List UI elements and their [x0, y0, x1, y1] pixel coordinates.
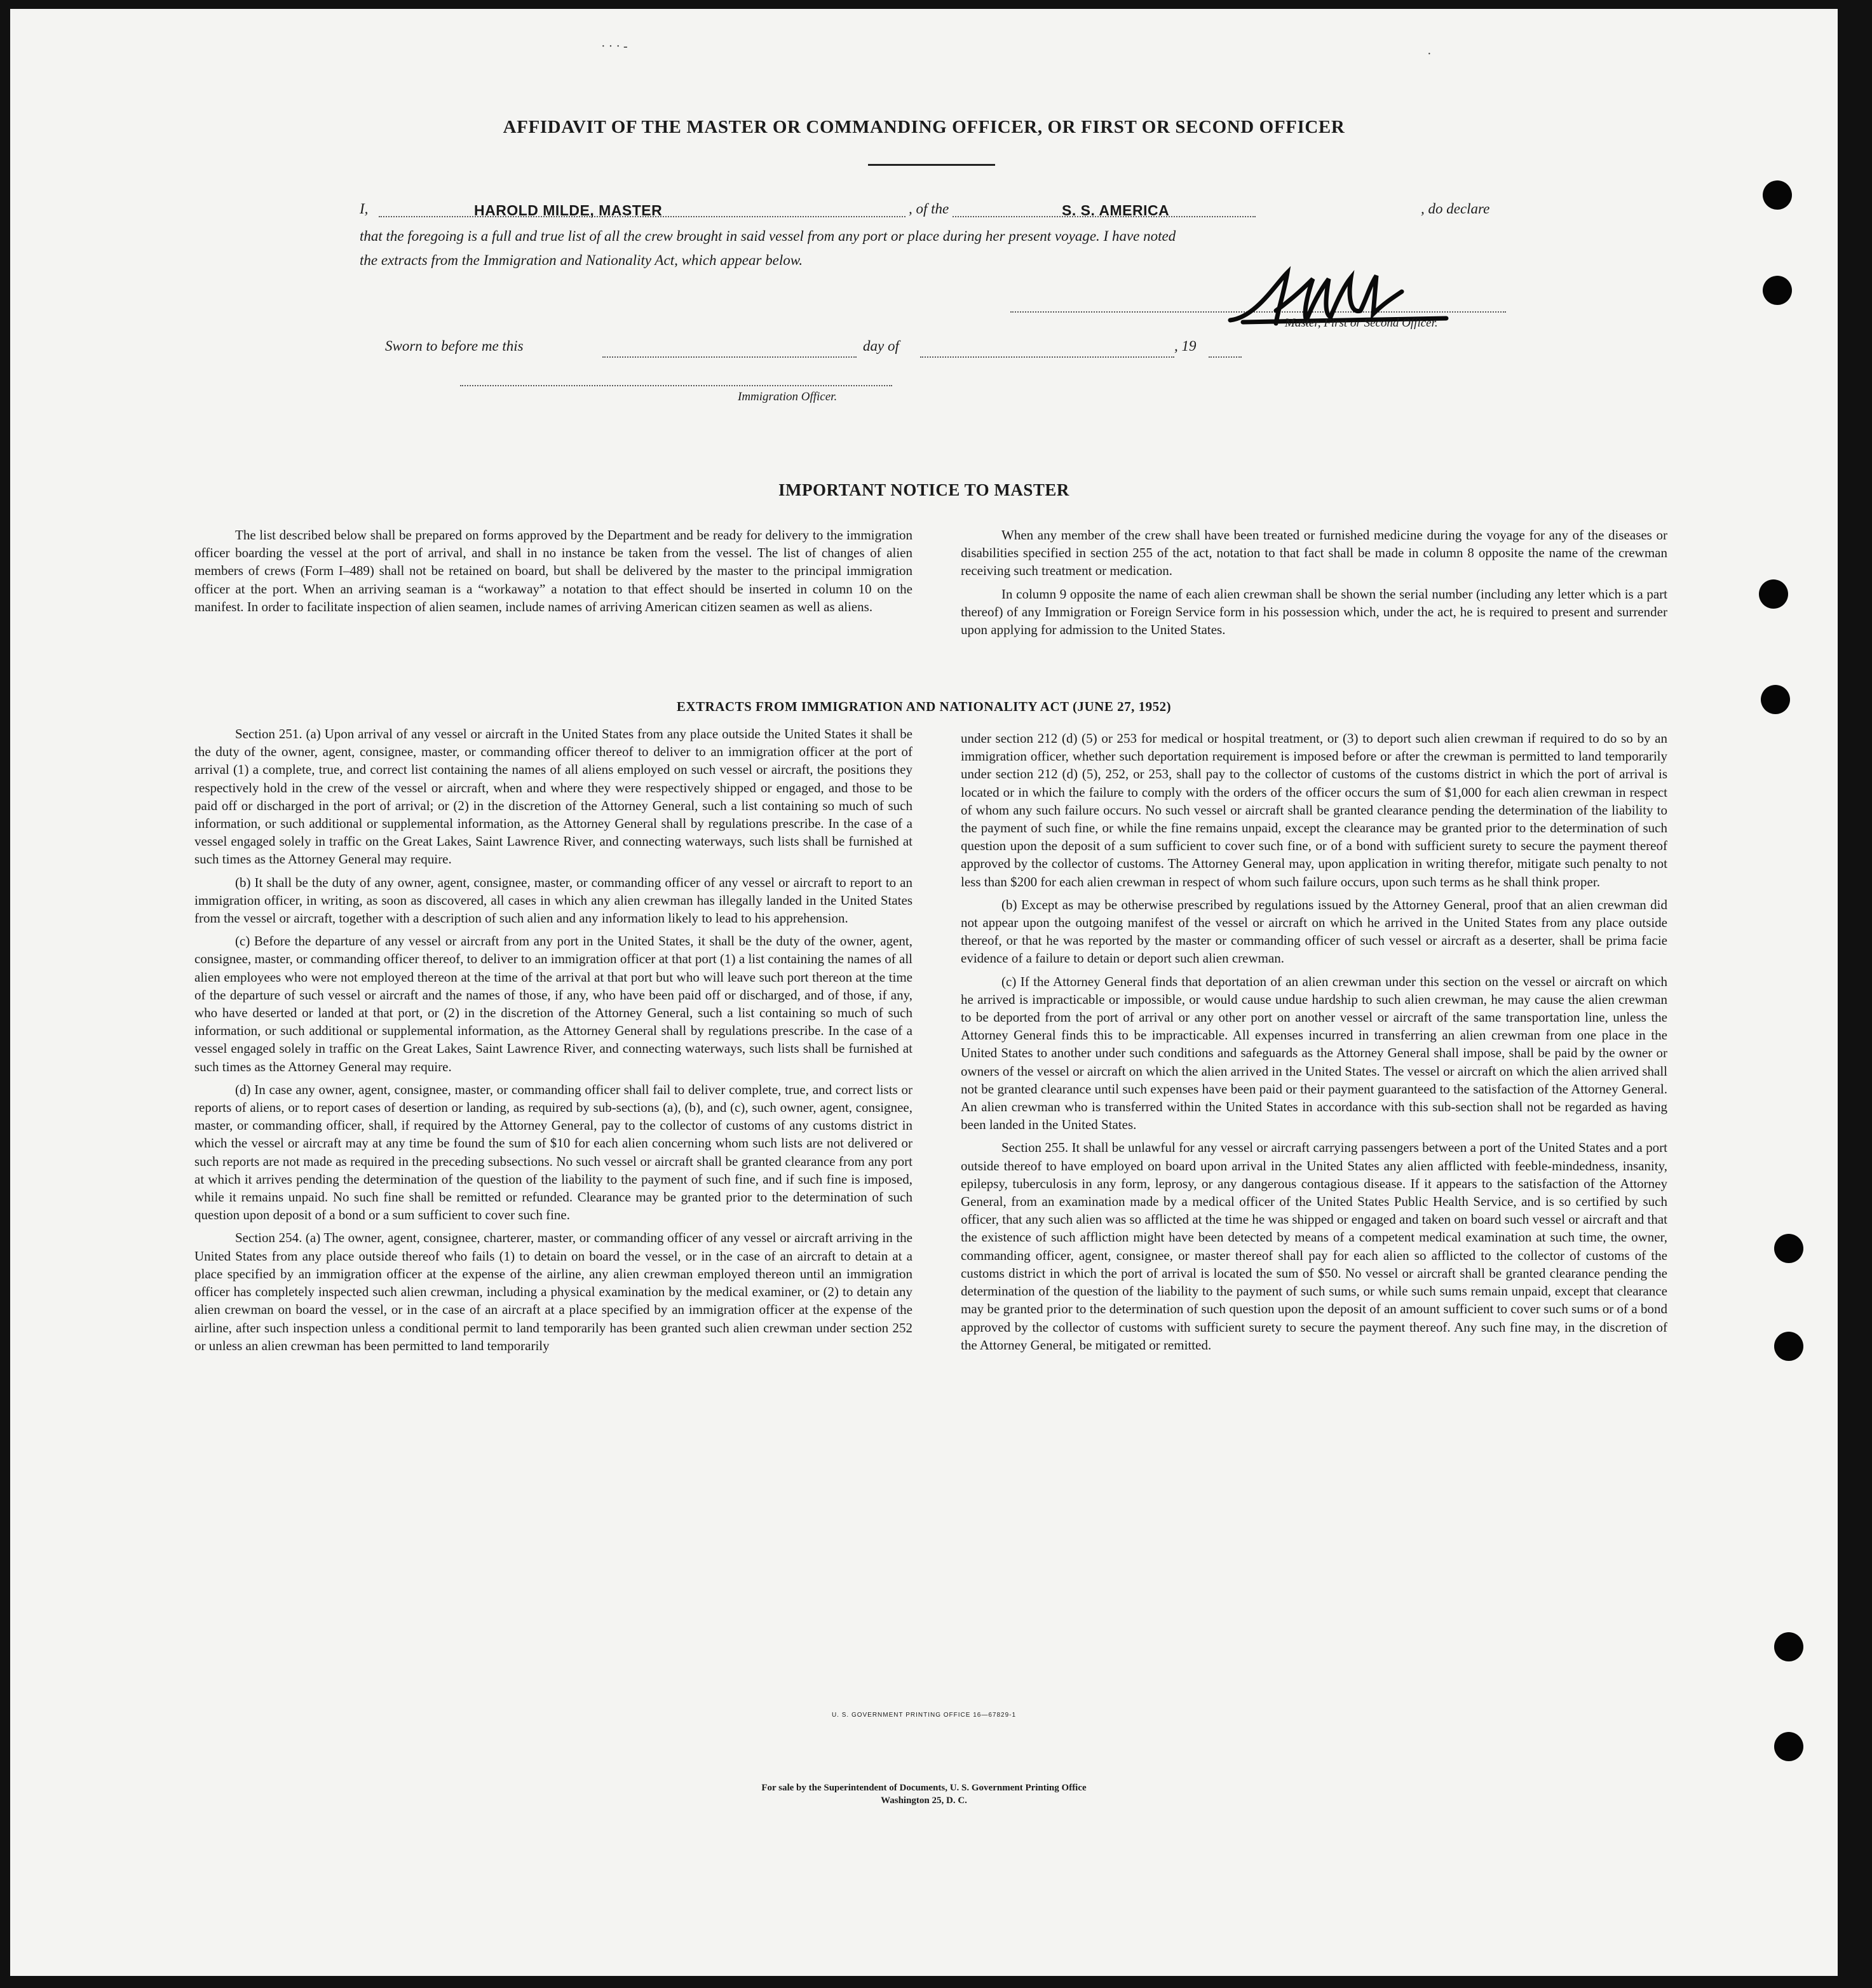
notice-paragraph: In column 9 opposite the name of each alien crewman shall be shown the serial number (including any letter which is a part thereof) of any Immigration or Foreign Service form in his possession which, under the act, he is required to present and surrender upon applying for admission to the United States.: [961, 586, 1667, 638]
scan-speck: · · · -: [601, 39, 628, 53]
master-name: HAROLD MILDE, MASTER: [474, 202, 663, 219]
day-of-label: day of: [863, 338, 899, 354]
notice-right-column: [961, 526, 1667, 644]
sworn-day-line: [602, 356, 857, 358]
year-label: , 19: [1174, 338, 1197, 354]
do-declare-label: , do declare: [1418, 196, 1489, 222]
section-paragraph: (b) It shall be the duty of any owner, agent, consignee, master, or commanding officer of any vessel or aircraft to report to an immigration officer, in writing, as soon as discovered, all cases in which any alien crewman has illegally landed in the United States from the vessel or aircraft, together with a description of such alien and any information likely to lead to his apprehension.: [194, 874, 912, 926]
printing-office-line: U. S. GOVERNMENT PRINTING OFFICE 16—67829-1: [831, 1712, 1017, 1719]
section-paragraph: Section 251. (a) Upon arrival of any vessel or aircraft in the United States from any place outside the United States it shall be the duty of the owner, agent, consignee, master, or commanding officer thereof to deliver to an immigration officer at the port of arrival (1) a complete, true, and correct list containing the names of all aliens employed on such vessel or aircraft, the positions they respectively hold in the crew of the vessel or aircraft, when and where they were respectively shipped or engaged, and those to be paid off or discharged in the port of arrival; or (2) in the discretion of the Attorney General, such a list containing so much of such information, or such additional or supplemental information, as the Attorney General shall by regulations prescribe. In the case of a vessel engaged solely in traffic on the Great Lakes, Saint Lawrence River, and connecting waterways, such lists shall be furnished at such times as the Attorney General may require.: [194, 726, 912, 867]
document-page: [10, 9, 1838, 1976]
section-paragraph: (c) If the Attorney General finds that deportation of an alien crewman under this section on the vessel or aircraft on which he arrived is impracticable or impossible, or would cause undue hardship to such alien crewman, he may cause the alien crewman to be deported from the port of arrival or any other port on another vessel or aircraft of the same transportation line, unless the Attorney General finds this to be impracticable. All expenses incurred in transferring an alien crewman from one place in the United States to another under such conditions and safeguards as the Attorney General shall impose, shall be paid by the owner or owners of the vessel or aircraft on which the alien arrived in the United States. The vessel or aircraft on which the alien arrived shall not be granted clearance until such expenses have been paid or their payment guaranteed to the satisfaction of the Attorney General. An alien crewman who is transferred within the United States in accordance with this sub-section shall not be regarded as having been landed in the United States.: [961, 973, 1667, 1133]
punch-hole: [1759, 579, 1788, 609]
immigration-officer-line: [460, 385, 892, 386]
section-paragraph: Section 254. (a) The owner, agent, consignee, charterer, master, or commanding officer of any vessel or aircraft arriving in the United States from any place outside thereof who fails (1) to detain on board the vessel, or in the case of an aircraft to detain at a place specified by an immigration officer at the expense of the airline, any alien crewman employed thereon until an immigration officer has completely inspected such alien crewman, including a physical examination by the medical examiner, or (2) to detain any alien crewman on board the vessel, or in the case of an aircraft at a place specified by an immigration officer at the expense of the airline, after such inspection unless a conditional permit to land temporarily has been granted such alien crewman under section 252 or unless an alien crewman has been permitted to land temporarily: [194, 1230, 912, 1353]
sale-notice: [10, 1782, 1838, 1807]
sale-line-1: For sale by the Superintendent of Documents, U. S. Government Printing Office: [761, 1783, 1087, 1793]
sale-line-2: Washington 25, D. C.: [881, 1795, 967, 1806]
punch-hole: [1774, 1234, 1803, 1263]
notice-paragraph: When any member of the crew shall have been treated or furnished medicine during the voyage for any of the diseases or disabilities specified in section 255 of the act, notation to that fact shall be made in column 8 opposite the name of the crewman receiving such treatment or medication.: [961, 527, 1667, 579]
extracts-right-column: [961, 729, 1667, 1359]
section-paragraph: (d) In case any owner, agent, consignee, master, or commanding officer shall fail to deliver complete, true, and correct lists or reports of aliens, or to report cases of desertion or landing, as required by sub-sections (a), (b), and (c), such owner, agent, consignee, master, or commanding officer, shall, if required by the Attorney General, pay to the collector of customs of any customs district in which the vessel or aircraft may at any time be found the sum of $10 for each alien concerning whom such lists are not delivered or such reports are not made as required in the preceding subsections. No such vessel or aircraft shall be granted clearance from any port at which it arrives pending the determination of the question of the liability to the payment of such fine, and if such fine is imposed, while it remains unpaid. No such fine shall be remitted or refunded. Clearance may be granted prior to the determination of such question upon deposit of a bond or a sum sufficient to cover such fine.: [194, 1081, 912, 1223]
section-paragraph: under section 212 (d) (5) or 253 for medical or hospital treatment, or (3) to deport such alien crewman if required to do so by an immigration officer, whether such deportation requirement is imposed before or after the crewman is permitted to land temporarily under section 212 (d) (5), 252, or 253, shall pay to the collector of customs of the customs district in which the port of arrival is located or in which the failure to comply with the orders of the officer occurs the sum of $1,000 for each alien crewman in respect of whom any such failure occurs. No such vessel or aircraft shall be granted clearance pending the determination of the liability to the payment of such fine, or while the fine remains unpaid, except the clearance may be granted prior to the determination of such question upon the deposit of a sum sufficient to cover such fine, or of a bond with sufficient surety to secure the payment thereof approved by the collector of customs. The Attorney General may, upon application in writing therefor, mitigate such penalty to not less than $200 for each alien crewman in respect of whom such failure occurs, upon such terms as he shall think proper.: [961, 731, 1667, 889]
affidavit-title: AFFIDAVIT OF THE MASTER OR COMMANDING OFFICER, OR FIRST OR SECOND OFFICER: [503, 117, 1345, 137]
year-line: [1209, 356, 1242, 358]
punch-hole: [1763, 276, 1792, 305]
scan-speck: ·: [1427, 47, 1432, 61]
punch-hole: [1761, 685, 1790, 714]
sworn-line: [385, 338, 1249, 363]
section-paragraph: Section 255. It shall be unlawful for any vessel or aircraft carrying passengers between a port of the United States and a port outside thereof to have employed on board upon arrival in the United States any alien afflicted with feeble-mindedness, insanity, epilepsy, tuberculosis in any form, leprosy, or any dangerous contagious disease. If it appears to the satisfaction of the Attorney General, from an examination made by a medical officer of the United States Public Health Service, and is so certified by such officer, that any such alien was so afflicted at the time he was shipped or engaged and taken on board such vessel or aircraft and that the existence of such affliction might have been detected by means of a competent medical examination at such time, the owner, commanding officer, agent, consignee, or master thereof shall pay for each alien so afflicted to the collector of customs of the customs district in which the port of arrival is located the sum of $50. No vessel or aircraft shall be granted clearance pending the determination of the question of the liability to the payment of such sums, or while such sums remain unpaid, except that clearance may be granted prior to the determination of such question upon the deposit of an amount sufficient to cover such sums or of a bond approved by the collector of customs with sufficient surety to secure the payment thereof. Any such fine may, in the discretion of the Attorney General, be mitigated or remitted.: [961, 1140, 1667, 1353]
i-label: I,: [360, 201, 369, 217]
month-line: [920, 356, 1174, 358]
signature-caption: Master, First or Second Officer.: [1285, 316, 1438, 330]
extracts-left-column: [194, 725, 912, 1360]
vessel-name: S. S. AMERICA: [1062, 202, 1170, 219]
title-underline: [868, 164, 995, 166]
declaration-line: [360, 196, 1516, 222]
extracts-title: EXTRACTS FROM IMMIGRATION AND NATIONALITY ACT (JUNE 27, 1952): [676, 699, 1172, 714]
sworn-label: Sworn to before me this: [385, 338, 524, 354]
notice-title: IMPORTANT NOTICE TO MASTER: [778, 480, 1069, 499]
punch-hole: [1774, 1332, 1803, 1361]
notice-left-column: [194, 526, 912, 621]
punch-hole: [1763, 180, 1792, 210]
statement-line-1: that the foregoing is a full and true list of all the crew brought in said vessel from any port or place during her present voyage. I have noted: [360, 228, 1176, 244]
punch-hole: [1774, 1632, 1803, 1661]
immigration-officer-label: Immigration Officer.: [738, 390, 838, 403]
statement-line-2: the extracts from the Immigration and Nationality Act, which appear below.: [360, 252, 803, 268]
of-the-label: , of the: [906, 196, 951, 222]
notice-paragraph: The list described below shall be prepared on forms approved by the Department and be ready for delivery to the immigration officer boarding the vessel at the port of arrival, and shall in no instance be taken from the vessel. The list of changes of alien members of crews (Form I–489) shall not be retained on board, but shall be delivered by the master to the principal immigration officer at the port. When an arriving seaman is a “workaway” a notation to that effect should be inserted in column 10 on the manifest. In order to facilitate inspection of alien seamen, include names of arriving American citizen seamen as well as aliens.: [194, 527, 912, 614]
section-paragraph: (c) Before the departure of any vessel or aircraft from any port in the United States, it shall be the duty of the owner, agent, consignee, master, or commanding officer thereof, to deliver to an immigration officer at that port (1) a list containing the names of all alien employees who were not employed thereon at the time of the arrival at that port but who will leave such port thereon at the time of the departure of such vessel or aircraft and the names of those, if any, who have been paid off or discharged, and of those, if any, who have deserted or landed at that port, or (2) in the discretion of the Attorney General, such a list containing so much of such information, or such additional or supplemental information, as the Attorney General shall by regulations prescribe. In the case of a vessel engaged solely in traffic on the Great Lakes, Saint Lawrence River, and connecting waterways, such lists shall be furnished at such times as the Attorney General may require.: [194, 933, 912, 1074]
section-paragraph: (b) Except as may be otherwise prescribed by regulations issued by the Attorney General, proof that an alien crewman did not appear upon the outgoing manifest of the vessel or aircraft on which he arrived in the United States from any place outside thereof, or that he was reported by the master or commanding officer of such vessel or aircraft as a deserter, shall be prima facie evidence of a failure to detain or deport such alien crewman.: [961, 896, 1667, 966]
punch-hole: [1774, 1732, 1803, 1761]
